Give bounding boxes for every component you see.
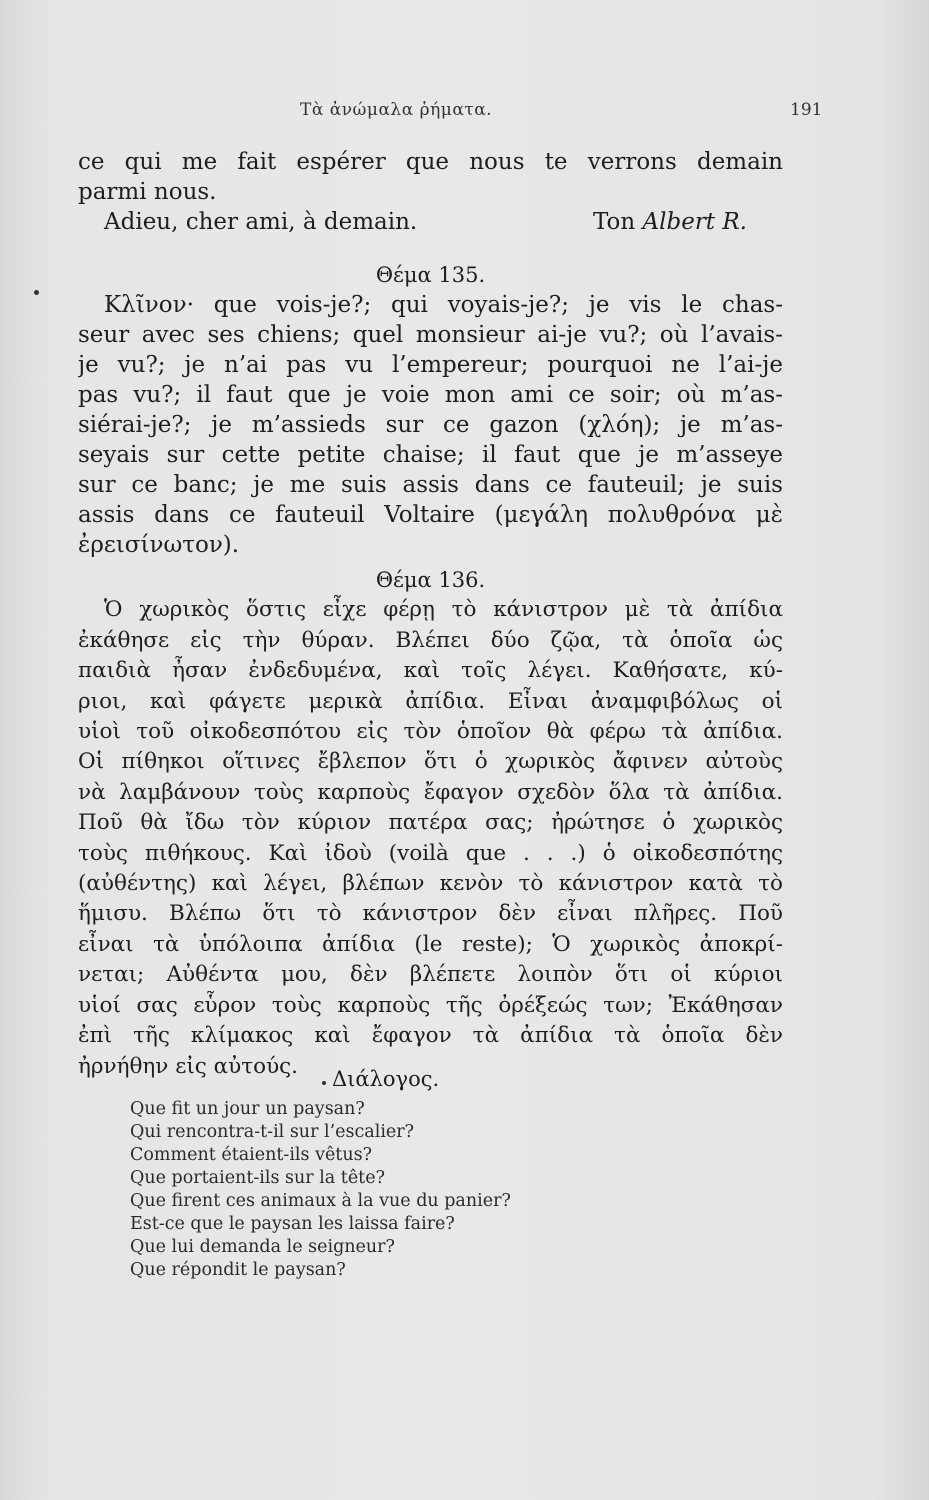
theme-135-line: Κλῖνον· que vois-je?; qui voyais-je?; je vis le chas- (104, 292, 783, 318)
dialogue-question: Que répondit le paysan? (130, 1260, 346, 1280)
intro-line: parmi nous. (78, 179, 217, 205)
theme-136-line: εἶναι τὰ ὑπόλοιπα ἀπίδια (le reste); Ὁ χωρικὸς ἀποκρί- (78, 931, 783, 957)
theme-136-line: Οἱ πίθηκοι οἵτινες ἔβλεπον ὅτι ὁ χωρικὸς ἄφινεν αὐτοὺς (78, 749, 783, 775)
dialogue-question: Que fit un jour un paysan? (130, 1099, 365, 1119)
page-header (0, 98, 929, 128)
signature-row (78, 207, 783, 237)
theme-136-line: ἥμισυ. Βλέπω ὅτι τὸ κάνιστρον δὲν εἶναι πλῆρες. Ποῦ (78, 901, 783, 927)
theme-136-line: ἐκάθησε εἰς τὴν θύραν. Βλέπει δύο ζῷα, τὰ ὁποῖα ὡς (78, 627, 783, 653)
dialogue-question: Que portaient-ils sur la tête? (130, 1168, 385, 1188)
theme-136 (78, 565, 783, 1082)
page-number: 191 (790, 100, 823, 120)
theme-136-line: ἐπὶ τῆς κλίμακος καὶ ἔφαγον τὰ ἀπίδια τὰ ὁποῖα δὲν (78, 1023, 783, 1049)
intro-line: ce qui me fait espérer que nous te verrons demain (78, 149, 783, 175)
margin-dot (322, 1081, 326, 1085)
dialogue-question: Qui rencontra-t-il sur l’escalier? (130, 1122, 415, 1142)
signature-name: Albert R. (642, 209, 747, 235)
theme-135-line: seyais sur cette petite chaise; il faut que je m’asseye (78, 442, 783, 468)
dialogue-title: Διάλογος. (332, 1067, 440, 1091)
theme-136-line: Ὁ χωρικὸς ὅστις εἶχε φέρῃ τὸ κάνιστρον μὲ τὰ ἀπίδια (104, 597, 783, 623)
theme-136-line: παιδιὰ ἦσαν ἐνδεδυμένα, καὶ τοῖς λέγει. Καθήσατε, κύ- (78, 658, 783, 684)
theme-136-line: υἱοί σας εὗρον τοὺς καρποὺς τῆς ὀρέξεώς των; Ἐκάθησαν (78, 992, 783, 1018)
theme-136-line: τοὺς πιθήκους. Καὶ ἰδοὺ (voilà que . . .) ὁ οἰκοδεσπότης (78, 840, 783, 866)
intro-paragraph (78, 147, 783, 237)
signature-text: Ton Albert R. (592, 209, 747, 235)
theme-136-line: νὰ λαμβάνουν τοὺς καρποὺς ἔφαγον σχεδὸν ὅλα τὰ ἀπίδια. (78, 779, 783, 805)
dialogue-question: Que lui demanda le seigneur? (130, 1237, 395, 1257)
dialogue-question: Comment étaient-ils vêtus? (130, 1145, 372, 1165)
theme-136-line: ἠρνήθην εἰς αὐτούς. (78, 1053, 299, 1079)
theme-136-line: ριοι, καὶ φάγετε μερικὰ ἀπίδια. Εἶναι ἀναμφιβόλως οἱ (78, 688, 783, 714)
theme-135 (78, 260, 783, 560)
theme-136-line: υἱοὶ τοῦ οἰκοδεσπότου εἰς τὸν ὁποῖον θὰ φέρω τὰ ἀπίδια. (78, 719, 783, 745)
theme-135-line: sur ce banc; je me suis assis dans ce fauteuil; je suis (78, 472, 783, 498)
theme-135-line: assis dans ce fauteuil Voltaire (μεγάλη πολυθρόνα μὲ (78, 502, 783, 528)
margin-dot (34, 290, 39, 295)
theme-136-title: Θέμα 136. (375, 568, 486, 592)
dialogue-questions (130, 1098, 630, 1282)
theme-135-line: siérai-je?; je m’assieds sur ce gazon (χλόη); je m’as- (78, 412, 783, 438)
dialogue-question: Que firent ces animaux à la vue du panier? (130, 1191, 511, 1211)
theme-135-line: ἐρεισίνωτον). (78, 532, 240, 558)
theme-136-line: νεται; Αὐθέντα μου, δὲν βλέπετε λοιπὸν ὅτι οἱ κύριοι (78, 962, 783, 988)
dialogue-question: Est-ce que le paysan les laissa faire? (130, 1214, 455, 1234)
farewell-text: Adieu, cher ami, à demain. (104, 209, 418, 235)
theme-135-title: Θέμα 135. (375, 263, 486, 287)
theme-136-line: (αὐθέντης) καὶ λέγει, βλέπων κενὸν τὸ κάνιστρον κατὰ τὸ (78, 871, 783, 897)
theme-136-line: Ποῦ θὰ ἴδω τὸν κύριον πατέρα σας; ἠρώτησε ὁ χωρικὸς (78, 810, 783, 836)
theme-135-line: je vu?; je n’ai pas vu l’empereur; pourquoi ne l’ai-je (78, 352, 783, 378)
theme-135-line: pas vu?; il faut que je voie mon ami ce soir; où m’as- (78, 382, 783, 408)
theme-135-line: seur avec ses chiens; quel monsieur ai-je vu?; où l’avais- (78, 322, 783, 348)
running-title: Τὰ ἀνώμαλα ῥήματα. (300, 100, 493, 120)
